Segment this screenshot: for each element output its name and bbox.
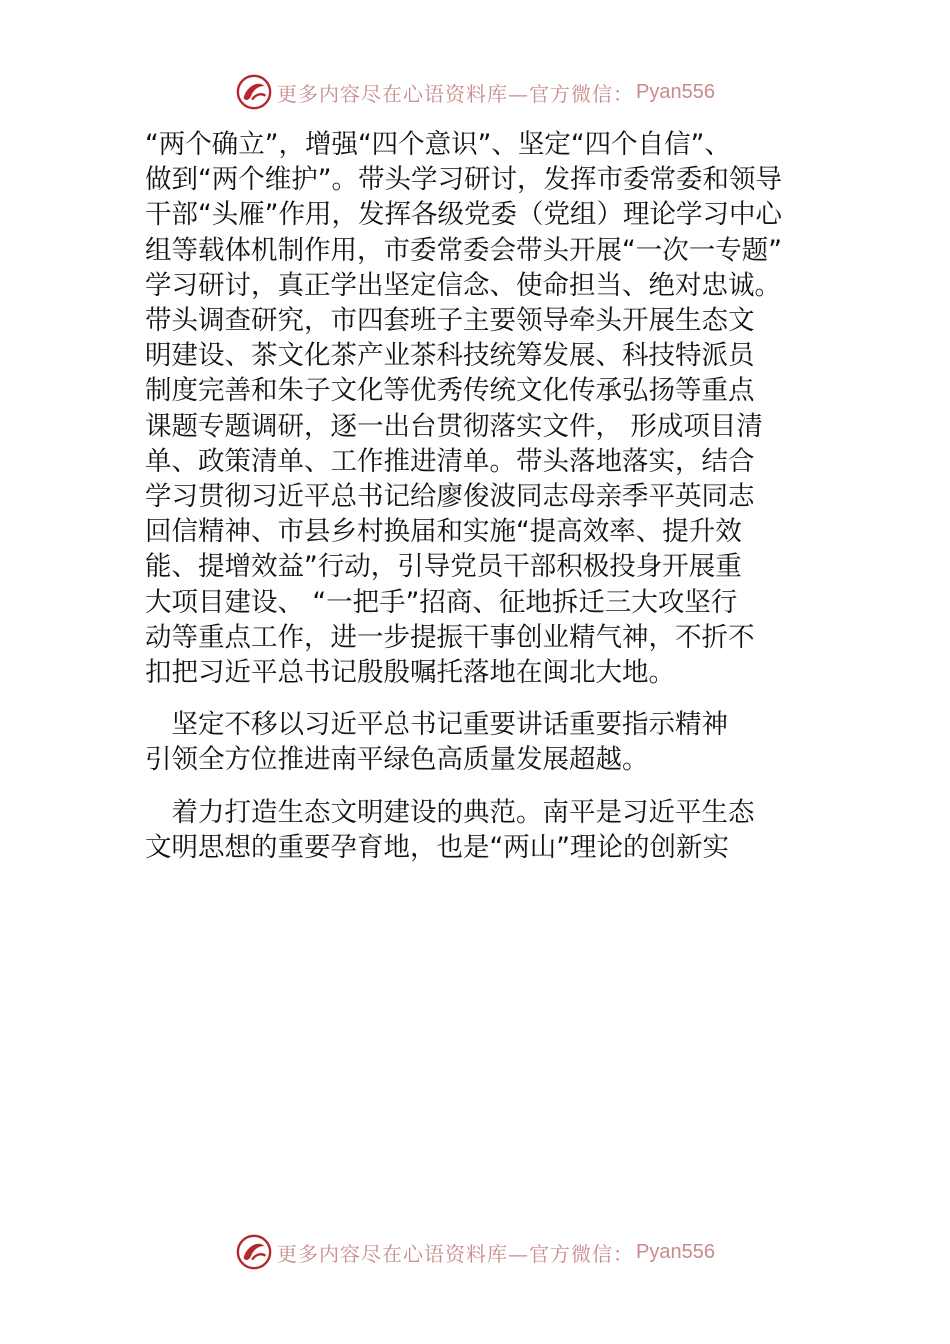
footer-site-text: 更多内容尽在心语资料库—官方微信： [277,1241,635,1266]
text-line: 干部“头雁”作用，发挥各级党委（党组）理论学习中心 [145,199,782,231]
text-line: 学习贯彻习近平总书记给廖俊波同志母亲季平英同志 [145,481,755,513]
red-seal-logo-icon [235,73,273,111]
paragraph [145,707,815,777]
header-banner [0,70,950,114]
text-line: 带头调查研究，市四套班子主要领导牵头开展生态文 [145,305,755,337]
paragraph [145,127,815,690]
text-line: 扣把习近平总书记殷殷嘱托落地在闽北大地。 [145,657,675,689]
header-wechat-id: Pyan556 [636,80,715,103]
text-line: 制度完善和朱子文化等优秀传统文化传承弘扬等重点 [145,375,755,407]
footer-banner [0,1230,950,1274]
text-line: 组等载体机制作用，市委常委会带头开展“一次一专题” [145,234,782,266]
text-line: 明建设、茶文化茶产业茶科技统筹发展、科技特派员 [145,340,755,372]
document-body [145,127,815,882]
header-site-text: 更多内容尽在心语资料库—官方微信： [277,81,635,106]
text-line: 课题专题调研，逐一出台贯彻落实文件， 形成项目清 [145,410,763,442]
text-line: 大项目建设、 “一把手”招商、征地拆迁三大攻坚行 [145,586,738,618]
text-line: 动等重点工作，进一步提振干事创业精气神，不折不 [145,621,755,653]
text-line: 引领全方位推进南平绿色高质量发展超越。 [145,744,649,776]
text-line: 单、政策清单、工作推进清单。带头落地落实，结合 [145,445,755,477]
text-line: 文明思想的重要孕育地，也是“两山”理论的创新实 [145,831,729,863]
footer-wechat-id: Pyan556 [636,1240,715,1263]
paragraph [145,795,815,865]
text-line: 做到“两个维护”。带头学习研讨，发挥市委常委和领导 [145,164,782,196]
text-line: 回信精神、市县乡村换届和实施“提高效率、提升效 [145,516,742,548]
text-line: 着力打造生态文明建设的典范。南平是习近平生态 [145,796,755,828]
text-line: “两个确立”，增强“四个意识”、坚定“四个自信”、 [145,129,731,160]
text-line: 坚定不移以习近平总书记重要讲话重要指示精神 [145,709,728,741]
red-seal-logo-icon [235,1233,273,1271]
text-line: 能、提增效益”行动，引导党员干部积极投身开展重 [145,551,742,583]
text-line: 学习研讨，真正学出坚定信念、使命担当、绝对忠诚。 [145,269,781,301]
